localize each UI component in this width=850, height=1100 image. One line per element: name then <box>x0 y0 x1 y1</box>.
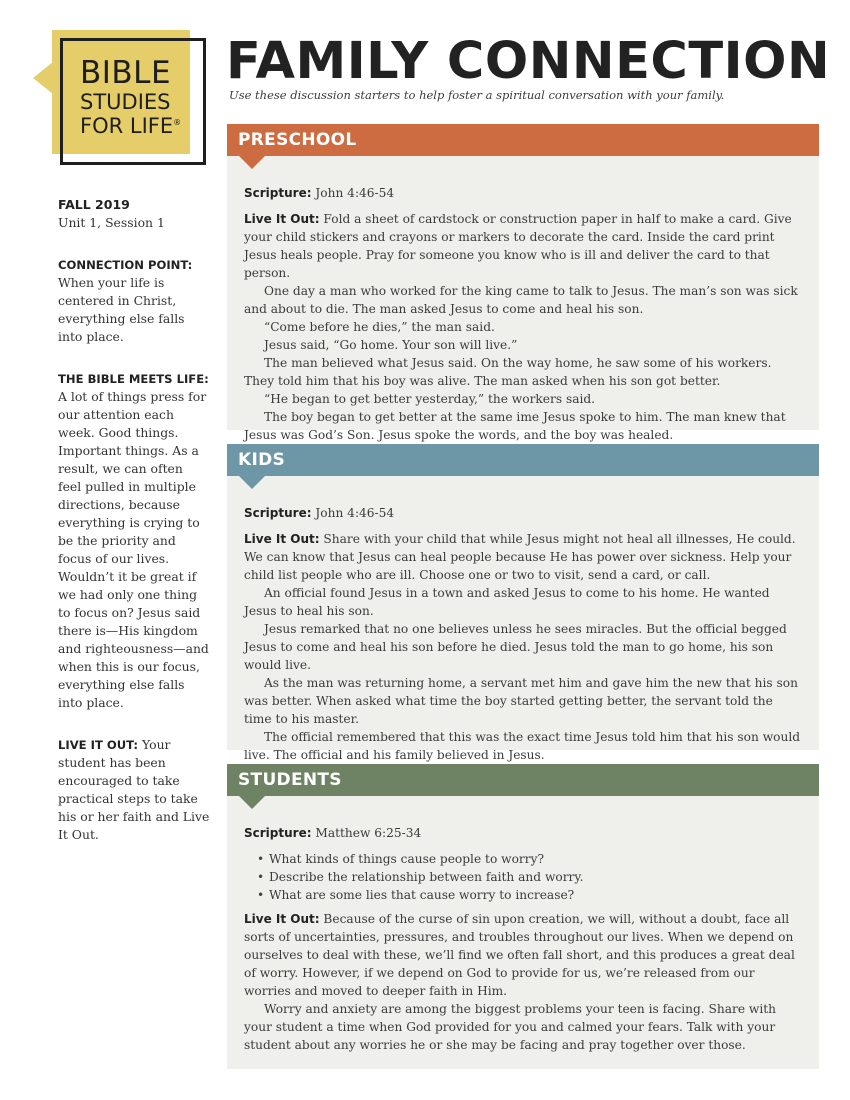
live-it-out-text: Because of the curse of sin upon creation, we will, without a doubt, face all sorts of uncertainties, pressures, and troubles throughout our lives. When we depend on ourselves to deal with these, we’ll find we often fall short, and this produces a great deal of worry. However, if we depend on God to provide for us, we’re released from our worries and moved to deeper faith in Him. <box>244 912 795 998</box>
story-paragraph: As the man was returning home, a servant met him and gave him the new that his son was better. When asked what time the boy started getting better, the servant told the time to his master. <box>244 676 798 726</box>
story-paragraph: Jesus remarked that no one believes unless he sees miracles. But the official begged Jesus to come and heal his son before he died. Jesus told the man to go home, his son would live. <box>244 622 787 672</box>
preschool-scripture <box>244 184 801 202</box>
logo <box>80 55 200 138</box>
live-it-out-summary-text: Your student has been encouraged to take practical steps to take his or her faith and Live It Out. <box>58 737 210 842</box>
kids-header-pointer <box>239 476 265 489</box>
logo-line-2: STUDIES <box>80 90 171 114</box>
preschool-heading: PRESCHOOL <box>238 130 357 150</box>
bible-meets-life-label: THE BIBLE MEETS LIFE: <box>58 372 209 386</box>
scripture-label: Scripture: <box>244 186 312 200</box>
preschool-header-pointer <box>239 156 265 169</box>
scripture-reference: Matthew 6:25-34 <box>311 826 422 840</box>
discussion-questions <box>244 850 801 904</box>
story-paragraph: Jesus said, “Go home. Your son will live.” <box>264 338 518 352</box>
scripture-reference: John 4:46-54 <box>311 186 395 200</box>
session-info <box>58 196 210 232</box>
logo-line-3-text: FOR LIFE <box>80 114 174 138</box>
students-header-pointer <box>239 796 265 809</box>
live-it-out-summary-label: LIVE IT OUT: <box>58 738 139 752</box>
live-it-out-text: Fold a sheet of cardstock or construction paper in half to make a card. Give your child stickers and crayons or markers to decorate the card. Inside the card print Jesus heals people. Pray for someone you know who is ill and deliver the card to that person. <box>244 212 792 280</box>
story-paragraph: “Come before he dies,” the man said. <box>264 320 495 334</box>
story-paragraph: Worry and anxiety are among the biggest problems your teen is facing. Share with your student a time when God provided for you and calmed your fears. Talk with your student about any worries he or she may be facing and pray together over those. <box>244 1002 776 1052</box>
logo-line-1: BIBLE <box>80 55 172 91</box>
sidebar <box>58 196 210 868</box>
discussion-question: • Describe the relationship between faith and worry. <box>269 868 801 886</box>
kids-header <box>227 444 819 476</box>
students-scripture <box>244 824 801 842</box>
story-paragraph: The official remembered that this was the exact time Jesus told him that his son would live. The official and his family believed in Jesus. <box>244 730 801 762</box>
story-paragraph: The boy began to get better at the same ime Jesus spoke to him. The man knew that Jesus was God’s Son. Jesus spoke the words, and the boy was healed. <box>244 410 786 442</box>
preschool-header <box>227 124 819 156</box>
logo-line-3 <box>80 116 200 137</box>
kids-body <box>227 476 819 764</box>
preschool-body <box>227 156 819 444</box>
students-section <box>227 764 819 1069</box>
kids-heading: KIDS <box>238 450 286 470</box>
scripture-label: Scripture: <box>244 506 312 520</box>
bible-meets-life-text: A lot of things press for our attention each week. Good things. Important things. As a result, we can often feel pulled in multiple directions, because everything is crying to be the priority and focus of our lives. Wouldn’t it be great if we had only one thing to focus on? Jesus said there is—His kingdom and righteousness—and when this is our focus, everything else falls into place. <box>58 389 209 710</box>
page-subtitle: Use these discussion starters to help foster a spiritual conversation with your family. <box>229 88 725 102</box>
kids-scripture <box>244 504 801 522</box>
story-paragraph: The man believed what Jesus said. On the way home, he saw some of his workers. They told him that his boy was alive. The man asked when his son got better. <box>244 356 772 388</box>
unit-session: Unit 1, Session 1 <box>58 215 165 230</box>
discussion-question: • What are some lies that cause worry to increase? <box>269 886 801 904</box>
scripture-reference: John 4:46-54 <box>311 506 395 520</box>
kids-live-it-out <box>244 530 801 584</box>
connection-point-label: CONNECTION POINT: <box>58 258 193 272</box>
live-it-out-label: Live It Out: <box>244 212 320 226</box>
page-title: FAMILY CONNECTION <box>226 32 831 91</box>
scripture-label: Scripture: <box>244 826 312 840</box>
students-body <box>227 796 819 1054</box>
season-label: FALL 2019 <box>58 197 130 212</box>
live-it-out-label: Live It Out: <box>244 532 320 546</box>
live-it-out-summary <box>58 736 210 844</box>
logo-registered-mark: ® <box>173 118 182 127</box>
kids-section <box>227 444 819 762</box>
students-header <box>227 764 819 796</box>
live-it-out-label: Live It Out: <box>244 912 320 926</box>
story-paragraph: An official found Jesus in a town and asked Jesus to come to his home. He wanted Jesus to heal his son. <box>244 586 770 618</box>
students-heading: STUDENTS <box>238 770 342 790</box>
students-live-it-out <box>244 910 801 1000</box>
story-paragraph: “He began to get better yesterday,” the workers said. <box>264 392 596 406</box>
logo-tab-shape <box>33 62 53 94</box>
live-it-out-text: Share with your child that while Jesus might not heal all illnesses, He could. We can know that Jesus can heal people because He has power over sickness. Help your child list people who are ill. Choose one or two to visit, send a card, or call. <box>244 532 796 582</box>
connection-point <box>58 256 210 346</box>
preschool-section <box>227 124 819 442</box>
connection-point-text: When your life is centered in Christ, everything else falls into place. <box>58 275 185 344</box>
story-paragraph: One day a man who worked for the king came to talk to Jesus. The man’s son was sick and about to die. The man asked Jesus to come and heal his son. <box>244 284 798 316</box>
preschool-live-it-out <box>244 210 801 282</box>
bible-meets-life <box>58 370 210 712</box>
discussion-question: • What kinds of things cause people to worry? <box>269 850 801 868</box>
